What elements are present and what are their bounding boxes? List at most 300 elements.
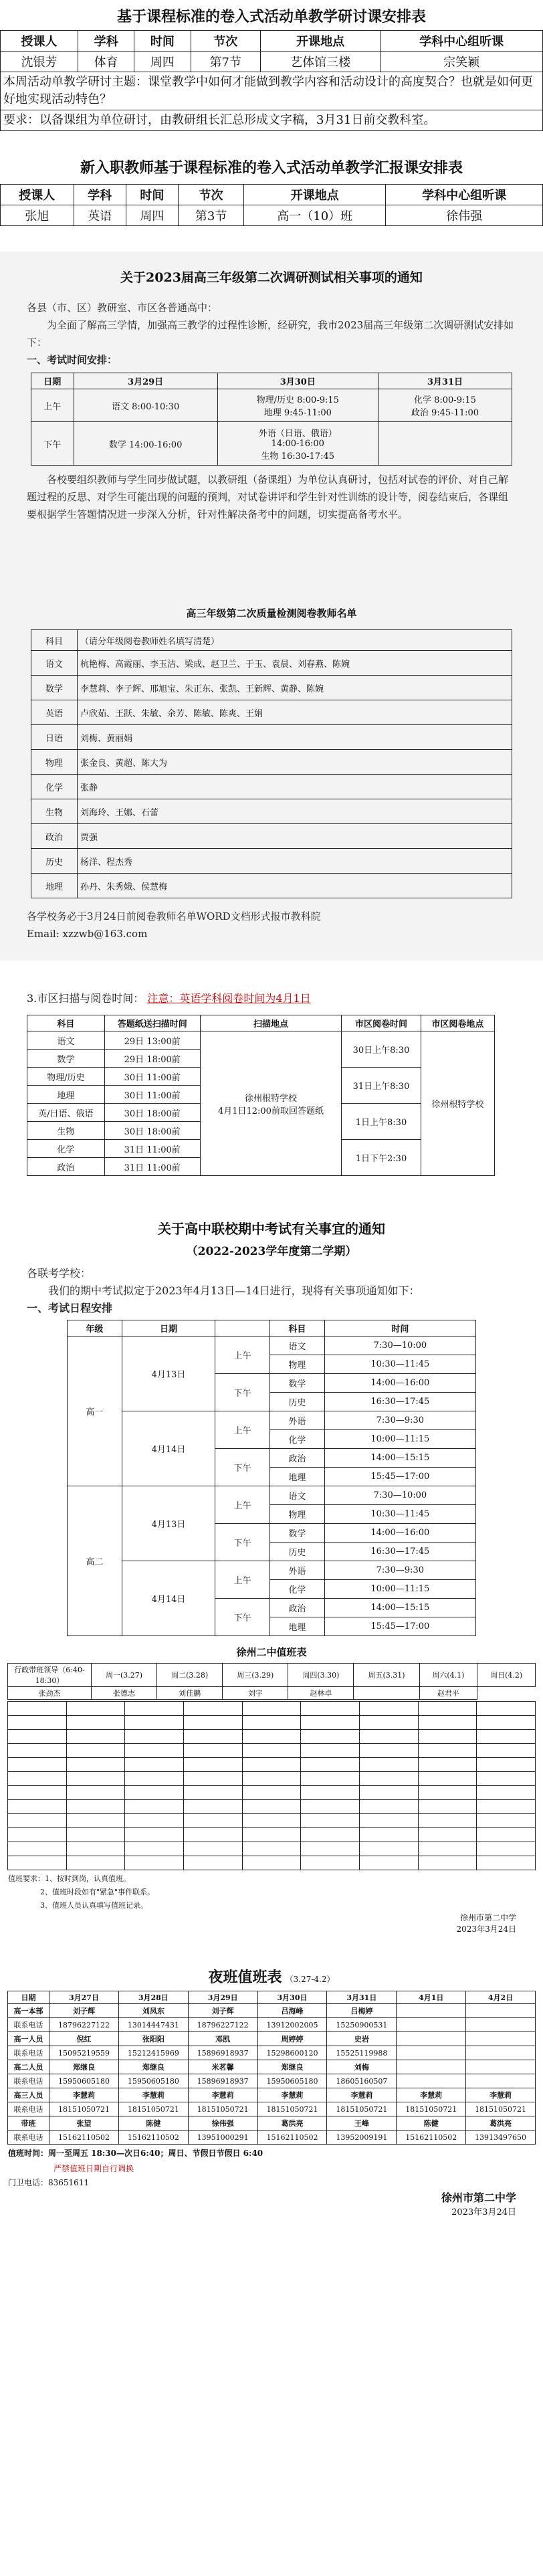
notice-para2: 各校要组织教师与学生同步做试题，以教研组（备课组）为单位认真研讨，包括对试卷的评价、对自己解题过程的反思、对学生可能出现的问题的预判，对试卷讲评和学生针对性训练的设计等，阅卷结束后，各课组要根据学生答题情况进一步深入分析，针对性解决备考中的问题，切实提高备考水平。 xyxy=(27,474,509,520)
table-row xyxy=(31,700,512,725)
table-header: 3月29日 xyxy=(74,373,217,389)
grid-cell xyxy=(8,1744,67,1758)
row-label: 高一人员 xyxy=(8,2032,49,2046)
section-duty-table xyxy=(0,1640,543,1946)
day-cell: 周五(3.31) xyxy=(354,1664,419,1687)
mark-time: 31日上午8:30 xyxy=(342,1068,421,1104)
grid-cell xyxy=(183,1814,242,1828)
table-row xyxy=(8,1744,536,1758)
table-cell: 张望 xyxy=(49,2116,119,2131)
table-cell: 15162110502 xyxy=(257,2131,327,2145)
time-cell: 14:00—16:00 xyxy=(324,1524,475,1543)
grid-cell xyxy=(125,1842,184,1856)
mark-time: 1日下午2:30 xyxy=(342,1140,421,1176)
table-cell: 李慧莉 xyxy=(188,2088,257,2102)
table-cell: 外语（日语、俄语） 14:00-16:00 生物 16:30-17:45 xyxy=(217,422,378,466)
table-cell: 18796227122 xyxy=(49,2018,119,2032)
names-cell: 杨洋、程杰秀 xyxy=(78,849,512,874)
section-marking-teachers xyxy=(0,593,543,961)
table-header: 时间 xyxy=(324,1320,475,1336)
table-cell xyxy=(397,2018,466,2032)
grid-cell xyxy=(359,1744,418,1758)
grid-cell xyxy=(477,1814,536,1828)
grid-cell xyxy=(66,1842,125,1856)
grid-cell xyxy=(359,1758,418,1772)
table-row xyxy=(8,2074,536,2088)
table-cell: 13952009191 xyxy=(327,2131,397,2145)
table-cell: 史岩 xyxy=(327,2032,397,2046)
grid-cell xyxy=(183,1716,242,1730)
table-cell: 13913497650 xyxy=(466,2131,536,2145)
subject-cell: 语文 xyxy=(270,1486,325,1505)
night-note-3: 门卫电话：83651611 xyxy=(8,2178,90,2187)
table-cell: 李慧莉 xyxy=(49,2088,119,2102)
grid-cell xyxy=(477,1856,536,1870)
grid-cell xyxy=(301,1744,360,1758)
grid-cell xyxy=(66,1786,125,1800)
duty-footer-2: 2、值班时段如有"紧急"事件联系。 xyxy=(40,1888,155,1896)
day-cell: 周六(4.1) xyxy=(419,1664,477,1687)
table-row xyxy=(31,849,512,874)
time-cell: 15:45—17:00 xyxy=(324,1617,475,1636)
table-cell: 陈健 xyxy=(118,2116,188,2131)
grid-cell xyxy=(66,1744,125,1758)
grid-cell xyxy=(66,1800,125,1814)
section-title: 新入职教师基于课程标准的卷入式活动单教学汇报课安排表 xyxy=(80,159,463,177)
grade-cell: 高一 xyxy=(68,1336,122,1486)
table-row xyxy=(31,750,512,775)
table-header: 年级 xyxy=(68,1320,122,1336)
table-cell: 倪红 xyxy=(49,2032,119,2046)
subject-cell: 物理/历史 xyxy=(27,1068,105,1086)
table-row xyxy=(31,651,512,676)
subject-cell: 语文 xyxy=(31,651,78,676)
grid-cell xyxy=(125,1716,184,1730)
duty-sign-1: 徐州市第二中学 xyxy=(459,1913,516,1922)
grid-cell xyxy=(8,1716,67,1730)
grid-cell xyxy=(301,1856,360,1870)
time-cell: 10:30—11:45 xyxy=(324,1355,475,1374)
table-header: 授课人 xyxy=(1,185,74,205)
row-label: 高一本部 xyxy=(8,2004,49,2018)
subject-cell: 生物 xyxy=(31,799,78,824)
time-cell: 31日 11:00前 xyxy=(104,1140,200,1158)
table-header: 学科 xyxy=(74,185,126,205)
table-cell xyxy=(397,2046,466,2060)
table-row xyxy=(8,2102,536,2116)
table-cell: 体育 xyxy=(78,52,134,72)
grid-cell xyxy=(477,1744,536,1758)
table-row xyxy=(8,1730,536,1744)
table-header: 3月28日 xyxy=(118,1991,188,2004)
date-cell: 4月13日 xyxy=(122,1336,215,1411)
table-row xyxy=(31,824,512,849)
table-row xyxy=(31,676,512,700)
section-title: 基于课程标准的卷入式活动单教学研讨课安排表 xyxy=(116,8,426,25)
table-row xyxy=(27,1031,495,1050)
grid-cell xyxy=(183,1856,242,1870)
grid-cell xyxy=(359,1814,418,1828)
table-header: 市区阅卷地点 xyxy=(421,1015,494,1031)
table-cell xyxy=(466,2004,536,2018)
grid-cell xyxy=(359,1702,418,1716)
time-cell: 7:30—10:00 xyxy=(324,1486,475,1505)
table-cell: 15896918937 xyxy=(188,2046,257,2060)
date-cell: 4月14日 xyxy=(122,1561,215,1636)
grid-cell xyxy=(242,1744,301,1758)
table-cell: 吕梅婷 xyxy=(327,2004,397,2018)
grid-cell xyxy=(477,1758,536,1772)
new-teacher-table xyxy=(0,184,543,226)
table-row xyxy=(31,775,512,799)
grid-cell xyxy=(359,1800,418,1814)
table-cell xyxy=(466,2060,536,2074)
table-cell: 15950605180 xyxy=(49,2074,119,2088)
grid-cell xyxy=(125,1786,184,1800)
table-cell xyxy=(397,2060,466,2074)
grid-cell xyxy=(359,1772,418,1786)
table-cell: 张阳阳 xyxy=(118,2032,188,2046)
grid-cell xyxy=(477,1842,536,1856)
row-label: 联系电话 xyxy=(8,2074,49,2088)
night-sign-2: 2023年3月24日 xyxy=(451,2207,516,2217)
grid-cell xyxy=(125,1856,184,1870)
grid-cell xyxy=(125,1800,184,1814)
table-cell: 15162110502 xyxy=(118,2131,188,2145)
grid-cell xyxy=(242,1786,301,1800)
grid-cell xyxy=(242,1814,301,1828)
subject-cell: 外语 xyxy=(270,1411,325,1430)
table-cell: 郑继良 xyxy=(49,2060,119,2074)
duty-footer-3: 3、值班人员认真填写值班记录。 xyxy=(40,1901,148,1910)
table-cell: 15162110502 xyxy=(397,2131,466,2145)
grid-cell xyxy=(183,1744,242,1758)
table-header: 时间 xyxy=(134,31,191,52)
subject-cell: 政治 xyxy=(270,1449,325,1468)
mark-time: 30日上午8:30 xyxy=(342,1031,421,1068)
table-header: 开课地点 xyxy=(244,185,386,205)
grid-cell xyxy=(477,1772,536,1786)
grid-cell xyxy=(242,1856,301,1870)
day-cell: 周三(3.29) xyxy=(223,1664,288,1687)
day-cell: 周日(4.2) xyxy=(477,1664,536,1687)
leader-cell: 刘佳鹏 xyxy=(157,1687,223,1700)
subject-cell: 化学 xyxy=(27,1140,105,1158)
subject-cell: 化学 xyxy=(31,775,78,799)
table-cell xyxy=(466,2018,536,2032)
subject-cell: 数学 xyxy=(270,1524,325,1543)
marking-table xyxy=(31,629,512,898)
table-row xyxy=(8,1800,536,1814)
grid-cell xyxy=(66,1730,125,1744)
requirement-note: 要求：以备课组为单位研讨，由教研组长汇总形成文字稿，3月31日前交教科室。 xyxy=(1,110,543,131)
midterm-sub: 一、考试日程安排 xyxy=(27,1302,113,1314)
table-cell xyxy=(397,2004,466,2018)
time-cell: 30日 11:00前 xyxy=(104,1086,200,1104)
time-cell: 15:45—17:00 xyxy=(324,1468,475,1486)
course-table xyxy=(0,30,543,131)
grid-cell xyxy=(359,1856,418,1870)
grid-cell xyxy=(242,1716,301,1730)
row-label: 高三人员 xyxy=(8,2088,49,2102)
table-row xyxy=(8,2131,536,2145)
grid-cell xyxy=(125,1702,184,1716)
period-cell: 下午 xyxy=(215,1449,270,1486)
table-cell: 郑继良 xyxy=(118,2060,188,2074)
row-label: 下午 xyxy=(31,422,74,466)
table-row xyxy=(8,2032,536,2046)
grid-cell xyxy=(418,1716,477,1730)
grid-cell xyxy=(418,1744,477,1758)
time-cell: 7:30—10:00 xyxy=(324,1336,475,1355)
table-cell: 葛洪亮 xyxy=(466,2116,536,2131)
table-row xyxy=(8,1814,536,1828)
table-header: 4月2日 xyxy=(466,1991,536,2004)
names-cell: 张金良、黄超、陈大为 xyxy=(78,750,512,775)
row-label: 联系电话 xyxy=(8,2131,49,2145)
table-cell: 刘梅 xyxy=(327,2060,397,2074)
subject-cell: 日语 xyxy=(31,725,78,750)
table-header: 科目 xyxy=(27,1015,105,1031)
table-cell: 吕海峰 xyxy=(257,2004,327,2018)
names-cell: 张静 xyxy=(78,775,512,799)
grid-cell xyxy=(183,1828,242,1842)
midterm-subtitle: （2022-2023学年度第二学期） xyxy=(186,1245,357,1258)
grid-cell xyxy=(125,1814,184,1828)
table-cell xyxy=(397,2074,466,2088)
grid-cell xyxy=(242,1730,301,1744)
section-new-teacher xyxy=(0,154,543,242)
list-email: Email: xzzwb@163.com xyxy=(27,928,148,940)
grid-cell xyxy=(183,1772,242,1786)
time-cell: 14:00—15:15 xyxy=(324,1449,475,1468)
row-label: 联系电话 xyxy=(8,2018,49,2032)
table-cell: 李慧莉 xyxy=(397,2088,466,2102)
subject-cell: 政治 xyxy=(270,1599,325,1617)
table-cell: 18151050721 xyxy=(327,2102,397,2116)
row-label: 高二人员 xyxy=(8,2060,49,2074)
date-cell: 4月13日 xyxy=(122,1486,215,1561)
night-range: （3.27-4.2） xyxy=(285,1975,335,1984)
table-cell: 周婷婷 xyxy=(257,2032,327,2046)
table-header: 3月31日 xyxy=(378,373,512,389)
grid-cell xyxy=(125,1730,184,1744)
day-cell: 周四(3.30) xyxy=(288,1664,354,1687)
leader-cell: 赵君平 xyxy=(419,1687,477,1700)
names-cell: 孙丹、朱秀娥、侯慧梅 xyxy=(78,874,512,898)
subject-cell: 政治 xyxy=(27,1158,105,1176)
grid-cell xyxy=(66,1772,125,1786)
grid-cell xyxy=(477,1800,536,1814)
table-cell: 物理/历史 8:00-9:15 地理 9:45-11:00 xyxy=(217,389,378,422)
day-cell: 周一(3.27) xyxy=(92,1664,157,1687)
table-cell: 15162110502 xyxy=(49,2131,119,2145)
table-cell: 艺体馆三楼 xyxy=(260,52,380,72)
grid-cell xyxy=(183,1702,242,1716)
notice-para: 为全面了解高三学情，加强高三教学的过程性诊断，经研究，我市2023届高三年级第二次调研测试安排如下： xyxy=(27,319,514,349)
names-cell: 杭艳梅、高霞丽、李玉洁、梁成、赵卫兰、于玉、袁晨、刘春燕、陈婉 xyxy=(78,651,512,676)
table-cell xyxy=(466,2032,536,2046)
grid-cell xyxy=(125,1772,184,1786)
grid-cell xyxy=(125,1758,184,1772)
table-header: 时间 xyxy=(126,185,178,205)
period-cell: 上午 xyxy=(215,1411,270,1449)
table-header: 3月30日 xyxy=(257,1991,327,2004)
grid-cell xyxy=(8,1730,67,1744)
night-note-1: 值班时间：周一至周五 18:30—次日6:40；周日、节假日节假日 6:40 xyxy=(8,2149,263,2158)
time-cell: 30日 18:00前 xyxy=(104,1104,200,1122)
table-row xyxy=(68,1561,476,1580)
grid-cell xyxy=(8,1828,67,1842)
section-scan-marking xyxy=(0,981,543,1205)
grid-cell xyxy=(301,1730,360,1744)
midterm-para: 我们的期中考试拟定于2023年4月13日—14日进行，现将有关事项通知如下： xyxy=(48,1284,420,1297)
table-row xyxy=(31,725,512,750)
grid-cell xyxy=(301,1814,360,1828)
grid-cell xyxy=(477,1786,536,1800)
table-row xyxy=(31,799,512,824)
table-header: 市区阅卷时间 xyxy=(342,1015,421,1031)
table-row xyxy=(8,2116,536,2131)
subject-cell: 语文 xyxy=(270,1336,325,1355)
subject-cell: 地理 xyxy=(27,1086,105,1104)
table-header: 科目 xyxy=(270,1320,325,1336)
mark-time: 1日上午8:30 xyxy=(342,1104,421,1140)
table-cell xyxy=(466,2046,536,2060)
topic-note: 本周活动单教学研讨主题：课堂教学中如何才能做到教学内容和活动设计的高度契合？也就是如何更好地实现活动特色？ xyxy=(1,72,543,110)
night-sign-1: 徐州市第二中学 xyxy=(441,2191,516,2204)
subject-cell: 化学 xyxy=(270,1430,325,1449)
table-cell: 高一（10）班 xyxy=(244,205,386,226)
list-title: 高三年级第二次质量检测阅卷教师名单 xyxy=(186,607,357,619)
table-cell: 15896918937 xyxy=(188,2074,257,2088)
table-row xyxy=(8,1772,536,1786)
table-cell: 15950605180 xyxy=(257,2074,327,2088)
table-cell: 18151050721 xyxy=(188,2102,257,2116)
table-cell: 18151050721 xyxy=(257,2102,327,2116)
grid-cell xyxy=(301,1758,360,1772)
table-cell: 陈健 xyxy=(397,2116,466,2131)
table-header xyxy=(215,1320,270,1336)
table-cell: 郑继良 xyxy=(257,2060,327,2074)
period-cell: 下午 xyxy=(215,1374,270,1411)
subject-cell: 政治 xyxy=(31,824,78,849)
names-cell: 卢欣茹、王跃、朱敏、余芳、陈敏、陈爽、王娟 xyxy=(78,700,512,725)
time-cell: 16:30—17:45 xyxy=(324,1543,475,1561)
table-header: 节次 xyxy=(179,185,244,205)
table-cell xyxy=(378,422,512,466)
table-cell: 化学 8:00-9:15 政治 9:45-11:00 xyxy=(378,389,512,422)
notice-sub: 一、考试时间安排： xyxy=(27,354,118,366)
names-cell: 刘海玲、王娜、石蕾 xyxy=(78,799,512,824)
scan-table xyxy=(27,1015,495,1176)
table-cell: 数学 14:00-16:00 xyxy=(74,422,217,466)
time-cell: 10:00—11:15 xyxy=(324,1580,475,1599)
grid-cell xyxy=(242,1828,301,1842)
names-cell: 刘梅、黄丽娟 xyxy=(78,725,512,750)
grid-cell xyxy=(8,1786,67,1800)
grid-cell xyxy=(242,1772,301,1786)
table-row xyxy=(8,1856,536,1870)
table-row xyxy=(8,2004,536,2018)
duty-sign-2: 2023年3月24日 xyxy=(456,1924,516,1934)
grid-cell xyxy=(477,1702,536,1716)
time-cell: 29日 13:00前 xyxy=(104,1031,200,1050)
table-cell: 第3节 xyxy=(179,205,244,226)
grid-cell xyxy=(8,1814,67,1828)
table-header: 扫描地点 xyxy=(200,1015,341,1031)
grid-cell xyxy=(8,1856,67,1870)
grid-cell xyxy=(477,1716,536,1730)
grid-cell xyxy=(183,1758,242,1772)
table-cell: 15298600120 xyxy=(257,2046,327,2060)
subject-cell: 地理 xyxy=(31,874,78,898)
grid-cell xyxy=(418,1814,477,1828)
grid-cell xyxy=(418,1828,477,1842)
table-cell: 周四 xyxy=(134,52,191,72)
table-cell: 15250900531 xyxy=(327,2018,397,2032)
table-cell: 李慧莉 xyxy=(118,2088,188,2102)
heading-text: 3.市区扫描与阅卷时间： xyxy=(27,992,144,1005)
time-cell: 10:00—11:15 xyxy=(324,1430,475,1449)
scan-heading xyxy=(0,981,543,1015)
leader-cell: 张德志 xyxy=(92,1687,157,1700)
table-header: 学科中心组听课 xyxy=(381,31,543,52)
table-row xyxy=(8,1716,536,1730)
period-cell: 下午 xyxy=(215,1524,270,1561)
grid-cell xyxy=(183,1786,242,1800)
table-cell: 18151050721 xyxy=(466,2102,536,2116)
grid-cell xyxy=(359,1786,418,1800)
table-cell: 13014447431 xyxy=(118,2018,188,2032)
table-row xyxy=(8,1786,536,1800)
row-label: 带班 xyxy=(8,2116,49,2131)
leader-cell: 赵林卓 xyxy=(288,1687,354,1700)
table-cell: 李慧莉 xyxy=(327,2088,397,2102)
time-cell: 14:00—15:15 xyxy=(324,1599,475,1617)
grid-cell xyxy=(418,1730,477,1744)
section-exam-notice xyxy=(0,252,543,593)
subject-cell: 化学 xyxy=(270,1580,325,1599)
grid-cell xyxy=(301,1800,360,1814)
midterm-title: 关于高中联校期中考试有关事宜的通知 xyxy=(158,1221,385,1237)
table-cell: 沈银芳 xyxy=(1,52,78,72)
table-cell: 18151050721 xyxy=(397,2102,466,2116)
grid-cell xyxy=(8,1772,67,1786)
grid-cell xyxy=(418,1758,477,1772)
table-row xyxy=(68,1486,476,1505)
period-cell: 上午 xyxy=(215,1486,270,1524)
grid-cell xyxy=(66,1856,125,1870)
mark-place: 徐州根特学校 xyxy=(421,1031,494,1176)
time-cell: 16:30—17:45 xyxy=(324,1393,475,1411)
duty-footer-1: 值班要求：1、按时到岗，认真值班。 xyxy=(8,1874,130,1883)
grid-cell xyxy=(66,1758,125,1772)
subject-cell: 数学 xyxy=(31,676,78,700)
midterm-table xyxy=(67,1320,476,1636)
grid-cell xyxy=(242,1842,301,1856)
table-header: 开课地点 xyxy=(260,31,380,52)
notice-title: 关于2023届高三年级第二次调研测试相关事项的通知 xyxy=(120,270,423,285)
grid-cell xyxy=(301,1828,360,1842)
table-cell: 英语 xyxy=(74,205,126,226)
grid-cell xyxy=(66,1716,125,1730)
period-cell: 上午 xyxy=(215,1336,270,1374)
table-cell: 李慧莉 xyxy=(466,2088,536,2102)
table-row xyxy=(8,2018,536,2032)
grid-cell xyxy=(66,1828,125,1842)
table-row xyxy=(68,1411,476,1430)
